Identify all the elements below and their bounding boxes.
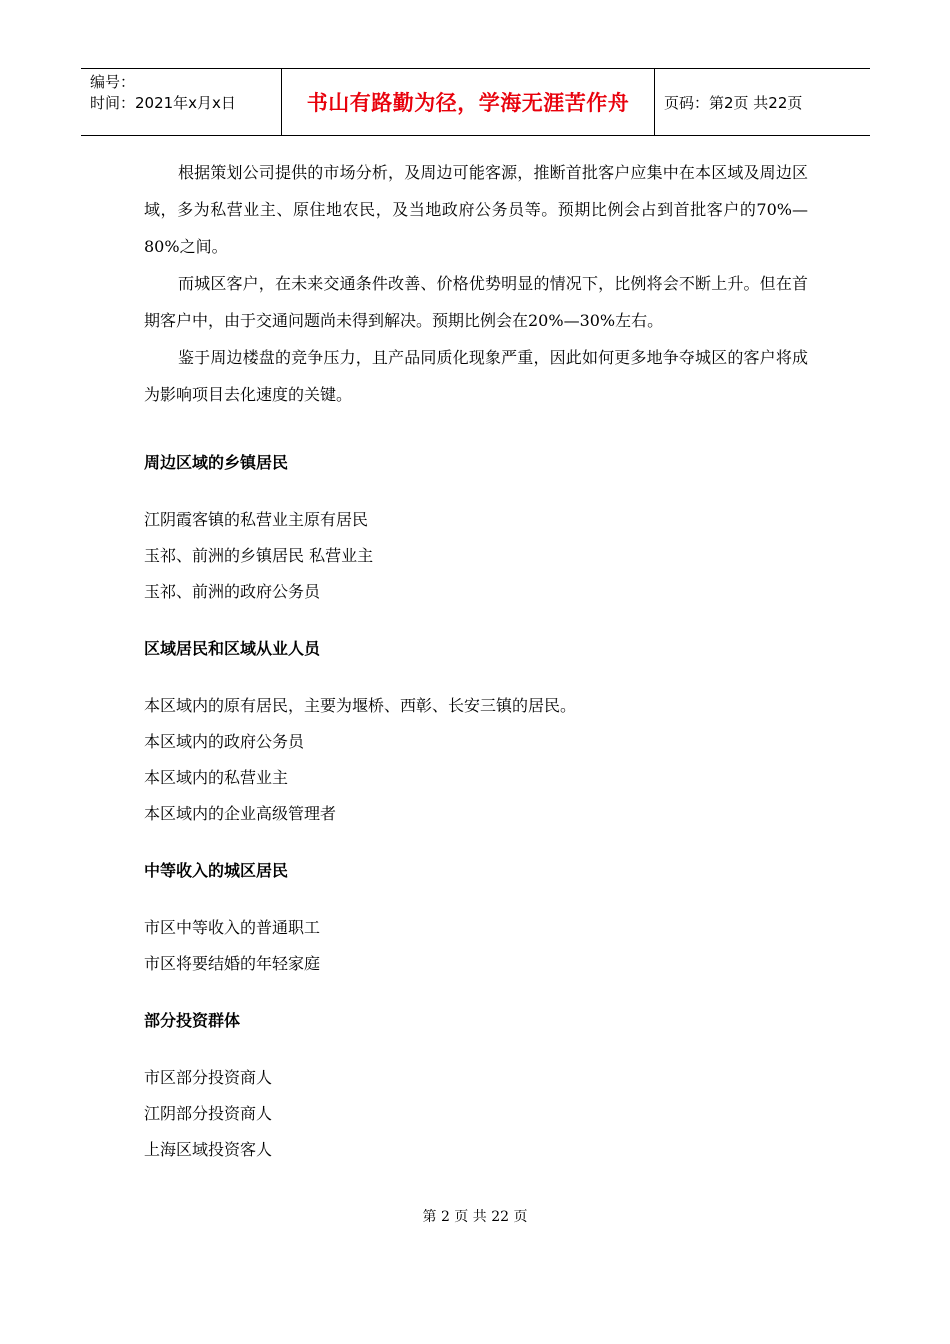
body-paragraph-1: 根据策划公司提供的市场分析，及周边可能客源，推断首批客户应集中在本区域及周边区域，多为私营业主、原住地农民，及当地政府公务员等。预期比例会占到首批客户的70%—80%之间。	[144, 163, 808, 256]
body-paragraph-2: 而城区客户，在未来交通条件改善、价格优势明显的情况下，比例将会不断上升。但在首期客户中，由于交通问题尚未得到解决。预期比例会在20%—30%左右。	[144, 274, 808, 330]
section-township-residents	[144, 453, 808, 602]
list-item: 玉祁、前洲的政府公务员	[144, 582, 321, 601]
document-body	[144, 154, 808, 1160]
list-item: 市区中等收入的普通职工	[144, 918, 321, 937]
list-item: 市区将要结婚的年轻家庭	[144, 954, 321, 973]
list-item: 上海区域投资客人	[144, 1140, 273, 1159]
section-heading: 区域居民和区域从业人员	[144, 639, 321, 658]
list-item: 本区域内的政府公务员	[144, 732, 305, 751]
list-item: 本区域内的企业高级管理者	[144, 804, 337, 823]
list-item: 江阴部分投资商人	[144, 1104, 273, 1123]
body-paragraph-3: 鉴于周边楼盘的竞争压力，且产品同质化现象严重，因此如何更多地争夺城区的客户将成为影响项目去化速度的关键。	[144, 348, 808, 404]
section-middle-income	[144, 861, 808, 974]
list-item: 玉祁、前洲的乡镇居民 私营业主	[144, 546, 374, 565]
section-regional-residents	[144, 639, 808, 824]
section-investors	[144, 1011, 808, 1160]
page-footer: 第 2 页 共 22 页	[422, 1209, 528, 1225]
section-heading: 部分投资群体	[144, 1011, 241, 1030]
section-heading: 中等收入的城区居民	[144, 861, 289, 880]
doc-number-label: 编号：	[90, 73, 136, 91]
list-item: 本区域内的原有居民，主要为堰桥、西彰、长安三镇的居民。	[144, 696, 577, 715]
section-heading: 周边区域的乡镇居民	[144, 453, 289, 472]
header-meta-cell	[81, 69, 282, 135]
header-page-code: 页码：第2页 共22页	[664, 93, 803, 112]
list-item: 市区部分投资商人	[144, 1068, 273, 1087]
header-motto: 书山有路勤为径，学海无涯苦作舟	[282, 69, 655, 135]
page-header	[81, 68, 870, 136]
doc-time-label: 时间：2021年x月x日	[90, 94, 236, 112]
list-item: 江阴霞客镇的私营业主原有居民	[144, 510, 369, 529]
list-item: 本区域内的私营业主	[144, 768, 289, 787]
